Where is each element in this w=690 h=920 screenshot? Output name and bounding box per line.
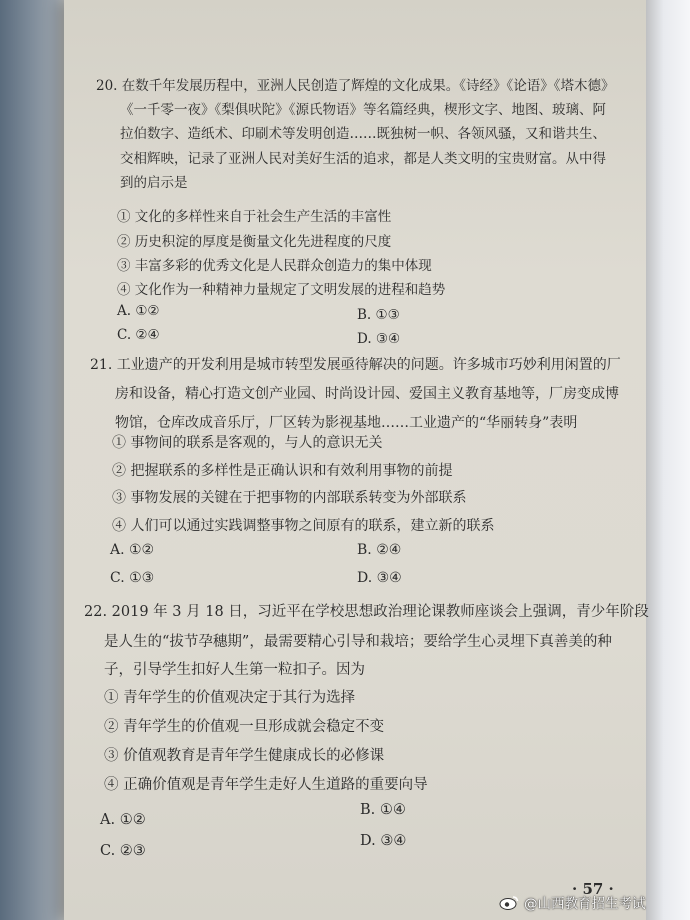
watermark <box>498 890 688 914</box>
q22-option-c: C. ②③ <box>100 843 146 859</box>
page-number: · 57 · <box>572 880 614 898</box>
q21-item: ④ 人们可以通过实践调整事物之间原有的联系，建立新的联系 <box>112 518 495 534</box>
q20-stem-line: 20. 在数千年发展历程中，亚洲人民创造了辉煌的文化成果。《诗经》《论语》《塔木德》 <box>96 78 615 94</box>
q20-stem-line: 《一千零一夜》《梨俱吠陀》《源氏物语》等名篇经典，楔形文字、地图、玻璃、阿 <box>120 102 606 118</box>
q20-option-a: A. ①② <box>117 303 160 319</box>
watermark-text: @山西教育招生考试 <box>524 896 646 912</box>
q21-option-c: C. ①③ <box>110 570 155 586</box>
q21-item: ② 把握联系的多样性是正确认识和有效利用事物的前提 <box>112 463 453 479</box>
q20-stem-line: 到的启示是 <box>120 175 188 191</box>
q22-item: ④ 正确价值观是青年学生走好人生道路的重要向导 <box>104 777 428 793</box>
q20-item: ① 文化的多样性来自于社会生产生活的丰富性 <box>117 209 392 225</box>
q22-stem-line: 22. 2019 年 3 月 18 日，习近平在学校思想政治理论课教师座谈会上强调，青少年阶段 <box>84 604 649 620</box>
q22-item: ② 青年学生的价值观一旦形成就会稳定不变 <box>104 719 385 735</box>
q22-option-d: D. ③④ <box>360 833 407 849</box>
q20-stem-line: 交相辉映，记录了亚洲人民对美好生活的追求，都是人类文明的宝贵财富。从中得 <box>120 151 606 167</box>
q21-option-d: D. ③④ <box>357 570 402 586</box>
weibo-icon <box>498 894 520 910</box>
q20-item: ② 历史积淀的厚度是衡量文化先进程度的尺度 <box>117 234 392 250</box>
q21-option-a: A. ①② <box>110 542 155 558</box>
q22-item: ① 青年学生的价值观决定于其行为选择 <box>104 690 356 706</box>
q20-option-d: D. ③④ <box>357 331 401 347</box>
q20-option-b: B. ①③ <box>357 307 400 323</box>
q22-stem-line: 子，引导学生扣好人生第一粒扣子。因为 <box>104 662 365 678</box>
q20-item: ③ 丰富多彩的优秀文化是人民群众创造力的集中体现 <box>117 258 432 274</box>
q20-option-c: C. ②④ <box>117 327 160 343</box>
q20-item: ④ 文化作为一种精神力量规定了文明发展的进程和趋势 <box>117 282 446 298</box>
q21-item: ③ 事物发展的关键在于把事物的内部联系转变为外部联系 <box>112 490 467 506</box>
q21-item: ① 事物间的联系是客观的，与人的意识无关 <box>112 435 383 451</box>
page-stack-edge <box>646 0 690 920</box>
q21-stem-line: 物馆，仓库改成音乐厅，厂区转为影视基地……工业遗产的“华丽转身”表明 <box>115 415 578 431</box>
q21-option-b: B. ②④ <box>357 542 402 558</box>
q22-stem-line: 是人生的“拔节孕穗期”，最需要精心引导和栽培；要给学生心灵埋下真善美的种 <box>104 634 612 650</box>
q22-option-b: B. ①④ <box>360 802 406 818</box>
q22-item: ③ 价值观教育是青年学生健康成长的必修课 <box>104 748 385 764</box>
q21-stem-line: 房和设备，精心打造文创产业园、时尚设计园、爱国主义教育基地等，厂房变成博 <box>115 386 619 402</box>
q20-stem-line: 拉伯数字、造纸术、印刷术等发明创造……既独树一帜、各领风骚，又和谐共生、 <box>120 126 606 142</box>
q22-option-a: A. ①② <box>100 812 146 828</box>
q21-stem-line: 21. 工业遗产的开发利用是城市转型发展亟待解决的问题。许多城市巧妙利用闲置的厂 <box>90 357 621 373</box>
